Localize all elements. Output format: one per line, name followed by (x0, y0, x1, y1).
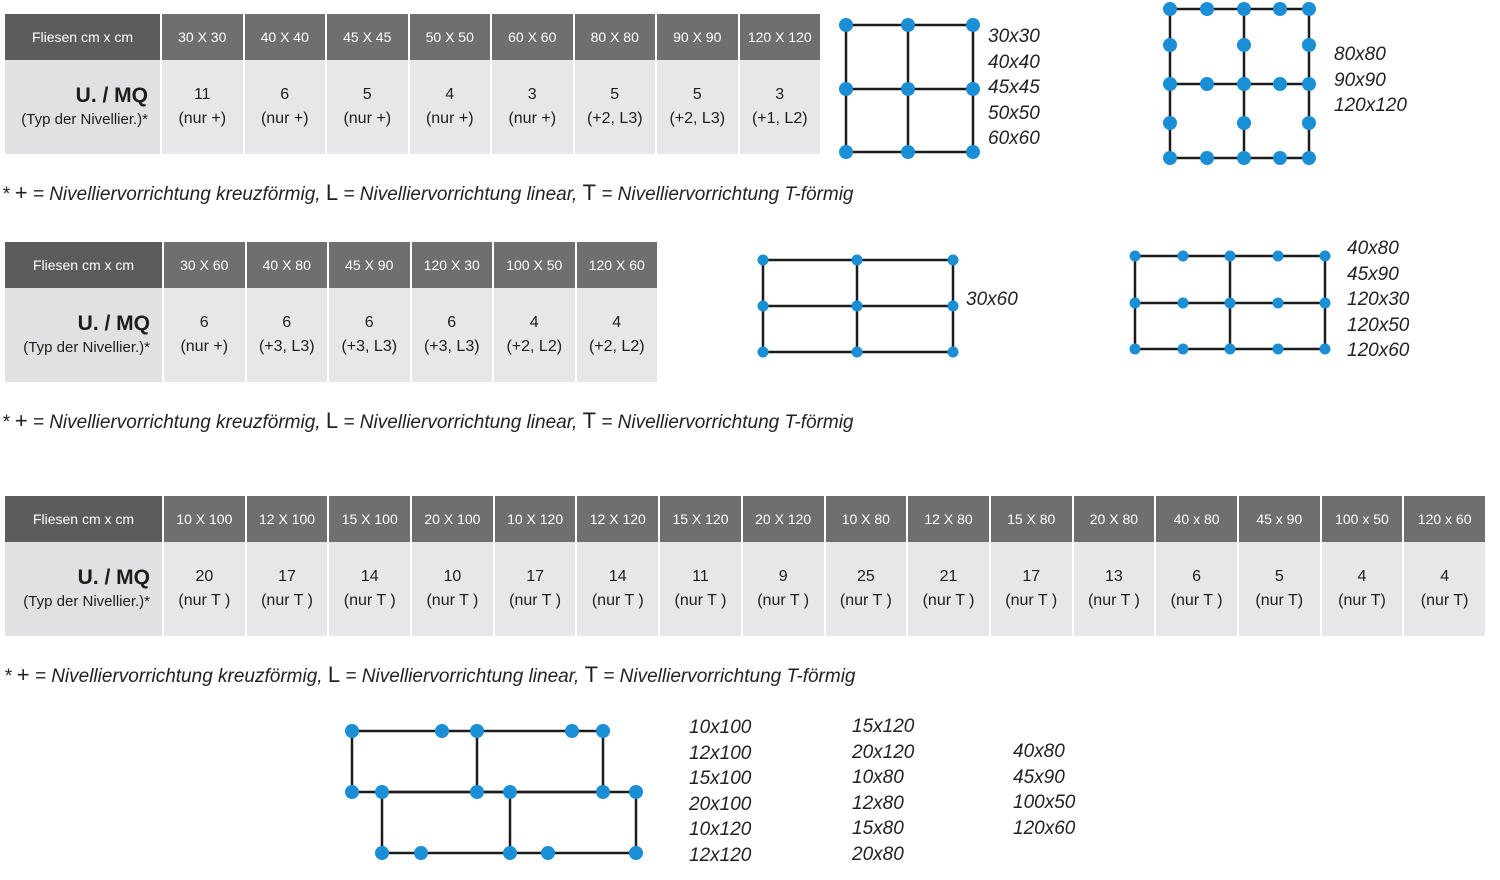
table-cell (739, 60, 822, 154)
column-size: 45 X 90 (328, 242, 411, 288)
row-label-main: U. / MQ (77, 312, 150, 335)
cell-type: (nur T ) (757, 592, 810, 609)
column-size: 20 X 100 (411, 496, 494, 542)
header-label: Fliesen cm x cm (5, 496, 163, 542)
diagram-rect-large (1126, 248, 1336, 358)
row-label-main: U. / MQ (75, 84, 148, 107)
diagram-label-group (1334, 42, 1407, 119)
cell-count: 20 (195, 568, 214, 585)
t-symbol: T (584, 662, 599, 687)
cell-type: (nur T ) (426, 592, 479, 609)
footnote-t-text: = Nivelliervorrichtung T-förmig (596, 412, 854, 433)
cell-type: (nur T ) (509, 592, 562, 609)
size-label: 40x80 (1013, 741, 1065, 762)
cell-type: (nur T ) (839, 592, 892, 609)
cell-type: (nur T) (1338, 592, 1386, 609)
diagram-label-group (988, 24, 1040, 152)
cell-count: 13 (1105, 568, 1123, 585)
cell-count: 10 (443, 568, 462, 585)
footnote-star: * (4, 666, 12, 687)
cell-count: 14 (608, 568, 627, 585)
diagram-square-small (836, 16, 986, 162)
row-label (5, 60, 161, 154)
cell-count: 6 (280, 86, 290, 103)
cell-count: 5 (1274, 568, 1284, 585)
column-size: 15 X 120 (659, 496, 742, 542)
size-label: 30x30 (988, 26, 1040, 47)
table-cell (1321, 542, 1404, 636)
table-cell (656, 60, 739, 154)
column-size: 10 X 120 (494, 496, 577, 542)
cell-count: 4 (1440, 568, 1450, 585)
column-size: 20 X 80 (1073, 496, 1156, 542)
column-size: 10 X 100 (163, 496, 246, 542)
cell-type: (nur +) (178, 110, 227, 127)
size-label: 90x90 (1334, 69, 1386, 91)
size-label: 12x80 (852, 792, 904, 814)
column-size: 50 X 50 (409, 14, 492, 60)
footnote-plus-text: = Nivelliervorrichtung kreuzförmig, (29, 666, 328, 687)
footnote-l-text: = Nivelliervorrichtung linear, (338, 412, 583, 433)
row-label (5, 542, 163, 636)
column-size: 10 X 80 (825, 496, 908, 542)
diagram-rect-small (756, 252, 962, 360)
table-cell (411, 288, 494, 382)
size-label: 40x40 (988, 51, 1040, 73)
cell-count: 5 (610, 86, 620, 103)
column-size: 45 x 90 (1238, 496, 1321, 542)
table-cell (491, 60, 574, 154)
column-size: 120 X 60 (576, 242, 659, 288)
cell-type: (nur T ) (1170, 592, 1223, 609)
plus-symbol: + (14, 180, 28, 205)
table-header-row (5, 242, 658, 288)
row-label-sub: (Typ der Nivellier.)* (23, 593, 150, 610)
column-size: 12 X 100 (246, 496, 329, 542)
cell-count: 5 (362, 86, 372, 103)
cell-type: (+1, L2) (751, 110, 808, 127)
cell-count: 6 (282, 314, 292, 331)
size-label: 15x80 (852, 818, 904, 839)
size-label: 12x120 (689, 844, 752, 866)
footnote-plus-text: = Nivelliervorrichtung kreuzförmig, (27, 412, 326, 433)
size-label: 60x60 (988, 128, 1040, 149)
column-size: 120 X 30 (411, 242, 494, 288)
cell-type: (+3, L3) (341, 338, 398, 355)
table-value-row (5, 60, 821, 154)
cell-count: 3 (527, 86, 537, 103)
size-label: 40x80 (1347, 238, 1399, 259)
column-size: 45 X 45 (326, 14, 409, 60)
cell-type: (nur T ) (1087, 592, 1140, 609)
cell-type: (nur T ) (261, 592, 313, 609)
table-cell (576, 542, 659, 636)
table-value-row (5, 542, 1486, 636)
size-label: 10x100 (689, 717, 752, 738)
size-label: 20x100 (689, 793, 752, 815)
header-label: Fliesen cm x cm (5, 14, 161, 60)
column-size: 100 x 50 (1321, 496, 1404, 542)
cell-type: (nur +) (260, 110, 309, 127)
size-label: 120x60 (1347, 340, 1410, 361)
column-size: 15 X 100 (328, 496, 411, 542)
column-size: 40 x 80 (1155, 496, 1238, 542)
table-cell (493, 288, 576, 382)
cell-count: 14 (360, 568, 379, 585)
table-cell (1073, 542, 1156, 636)
table-cell (161, 60, 244, 154)
cell-type: (nur T ) (178, 592, 231, 609)
diagram-plank (340, 720, 650, 865)
column-size: 40 X 40 (244, 14, 327, 60)
cell-count: 11 (692, 568, 709, 585)
cell-count: 17 (278, 568, 296, 585)
table-cell (494, 542, 577, 636)
table-cell (328, 542, 411, 636)
cell-count: 4 (612, 314, 622, 331)
cell-type: (nur T ) (674, 592, 727, 609)
column-size: 12 X 120 (576, 496, 659, 542)
size-label: 120x120 (1334, 95, 1407, 116)
cell-type: (nur T ) (591, 592, 644, 609)
size-label: 10x120 (689, 819, 752, 840)
diagram-label-group (852, 714, 914, 867)
table-cell (328, 288, 411, 382)
column-size: 120 x 60 (1403, 496, 1486, 542)
column-size: 30 X 60 (163, 242, 246, 288)
cell-count: 6 (199, 314, 209, 331)
table-cell (742, 542, 825, 636)
cell-count: 9 (778, 568, 788, 585)
table-cell (411, 542, 494, 636)
cell-type: (+3, L3) (258, 338, 315, 355)
cell-count: 11 (193, 86, 211, 103)
cell-type: (nur +) (343, 110, 392, 127)
cell-count: 3 (775, 86, 785, 103)
footnote (4, 662, 855, 688)
table-cell (326, 60, 409, 154)
cell-type: (+3, L3) (423, 338, 480, 355)
row-label-main: U. / MQ (77, 566, 150, 589)
footnote-plus-text: = Nivelliervorrichtung kreuzförmig, (27, 184, 326, 205)
table-cell (1155, 542, 1238, 636)
size-label: 12x100 (689, 742, 752, 764)
cell-count: 25 (856, 568, 875, 585)
table-header-row (5, 496, 1486, 542)
cell-type: (+2, L2) (588, 338, 645, 355)
l-symbol: L (325, 180, 339, 205)
diagram-label-group (1013, 739, 1075, 841)
cell-count: 6 (364, 314, 374, 331)
size-label: 30x60 (966, 289, 1018, 310)
cell-type: (+2, L3) (669, 110, 726, 127)
table-cell (163, 542, 246, 636)
footnote-star: * (2, 184, 10, 205)
size-label: 20x120 (852, 741, 915, 763)
column-size: 40 X 80 (246, 242, 329, 288)
column-size: 15 X 80 (990, 496, 1073, 542)
l-symbol: L (327, 662, 341, 687)
column-size: 100 X 50 (493, 242, 576, 288)
cell-type: (nur +) (508, 110, 557, 127)
column-size: 30 X 30 (161, 14, 244, 60)
size-label: 10x80 (852, 767, 904, 788)
footnote-l-text: = Nivelliervorrichtung linear, (340, 666, 585, 687)
diagram-label-group (689, 715, 751, 868)
table-cell (574, 60, 657, 154)
cell-count: 4 (445, 86, 455, 103)
column-size: 90 X 90 (656, 14, 739, 60)
footnote (2, 408, 853, 434)
table-cell (244, 60, 327, 154)
cell-type: (nur T ) (1005, 592, 1058, 609)
size-label: 45x90 (1013, 766, 1065, 788)
row-label-sub: (Typ der Nivellier.)* (21, 111, 148, 128)
cell-type: (nur T ) (922, 592, 975, 609)
footnote-star: * (2, 412, 10, 433)
footnote-l-text: = Nivelliervorrichtung linear, (338, 184, 583, 205)
cell-count: 17 (1022, 568, 1041, 585)
size-label: 80x80 (1334, 44, 1386, 65)
table-cell (409, 60, 492, 154)
cell-count: 17 (526, 568, 544, 585)
l-symbol: L (325, 408, 339, 433)
size-label: 120x50 (1347, 314, 1410, 336)
table-value-row (5, 288, 658, 382)
cell-type: (nur +) (425, 110, 474, 127)
size-label: 15x120 (852, 716, 915, 737)
plus-symbol: + (16, 662, 30, 687)
table-cell (990, 542, 1073, 636)
column-size: 80 X 80 (574, 14, 657, 60)
size-label: 100x50 (1013, 792, 1076, 813)
plus-symbol: + (14, 408, 28, 433)
table-cell (246, 288, 329, 382)
size-label: 50x50 (988, 102, 1040, 124)
cell-type: (nur T) (1420, 592, 1469, 609)
cell-type: (+2, L2) (506, 338, 563, 355)
cell-count: 6 (1192, 568, 1202, 585)
size-label: 120x60 (1013, 817, 1076, 839)
size-label: 45x90 (1347, 263, 1399, 285)
column-size: 20 X 120 (742, 496, 825, 542)
tile-table-square (5, 14, 822, 154)
column-size: 12 X 80 (907, 496, 990, 542)
cell-count: 5 (692, 86, 702, 103)
footnote (2, 180, 853, 206)
table-cell (246, 542, 329, 636)
cell-type: (+2, L3) (586, 110, 643, 127)
footnote-t-text: = Nivelliervorrichtung T-förmig (596, 184, 854, 205)
size-label: 120x30 (1347, 289, 1410, 310)
size-label: 45x45 (988, 77, 1040, 98)
diagram-square-large (1160, 0, 1330, 170)
table-cell (576, 288, 659, 382)
size-label: 15x100 (689, 768, 752, 789)
tile-table-plank (5, 496, 1487, 636)
table-cell (825, 542, 908, 636)
cell-type: (nur T ) (343, 592, 396, 609)
table-cell (1403, 542, 1486, 636)
cell-count: 4 (529, 314, 539, 331)
diagram-label-group (966, 287, 1018, 313)
cell-type: (nur T) (1255, 592, 1304, 609)
tile-table-rect (5, 242, 659, 382)
diagram-label-group (1347, 236, 1409, 364)
column-size: 60 X 60 (491, 14, 574, 60)
header-label: Fliesen cm x cm (5, 242, 163, 288)
cell-type: (nur +) (180, 338, 229, 355)
cell-count: 6 (447, 314, 457, 331)
size-label: 20x80 (852, 843, 904, 865)
row-label-sub: (Typ der Nivellier.)* (23, 339, 150, 356)
footnote-t-text: = Nivelliervorrichtung T-förmig (598, 666, 856, 687)
cell-count: 21 (939, 568, 958, 585)
cell-count: 4 (1357, 568, 1367, 585)
column-size: 120 X 120 (739, 14, 822, 60)
table-cell (659, 542, 742, 636)
table-cell (163, 288, 246, 382)
t-symbol: T (582, 180, 597, 205)
t-symbol: T (582, 408, 597, 433)
table-header-row (5, 14, 821, 60)
table-cell (1238, 542, 1321, 636)
row-label (5, 288, 163, 382)
table-cell (907, 542, 990, 636)
